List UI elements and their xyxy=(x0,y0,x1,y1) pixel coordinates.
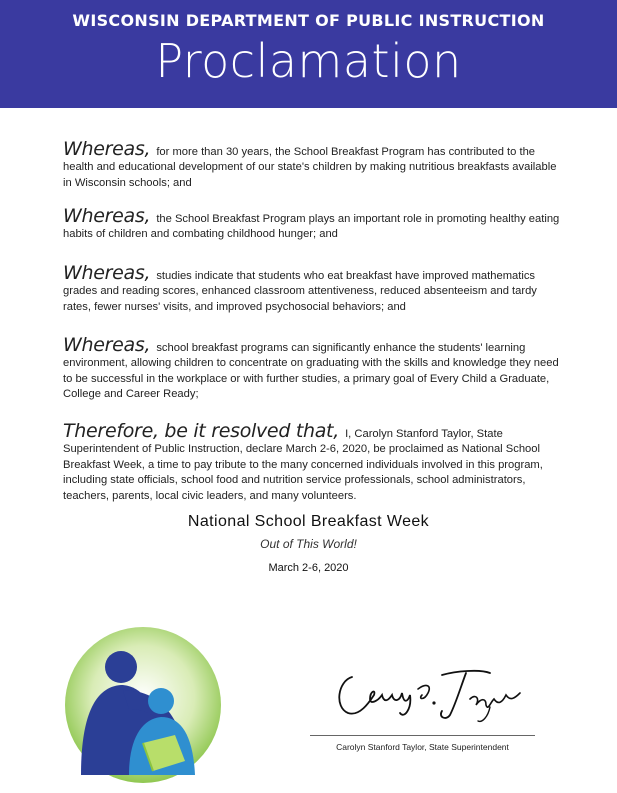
whereas-paragraph-3 xyxy=(63,262,563,315)
paragraph-text: for more than 30 years, the School Breakfast Program has contributed to the health and educational development of our state's children by making nutritious breakfasts available in Wisconsin schools; and xyxy=(63,146,557,189)
paragraph-text: the School Breakfast Program plays an important role in promoting healthy eating habits of children and combating childhood hunger; and xyxy=(63,213,560,241)
header-banner xyxy=(0,0,617,108)
paragraph-lead: Therefore, be it resolved that, xyxy=(63,420,339,442)
signature-line xyxy=(310,735,535,736)
paragraph-lead: Whereas, xyxy=(63,262,151,284)
event-dates: March 2-6, 2020 xyxy=(268,562,349,574)
paragraph-lead: Whereas, xyxy=(63,138,151,160)
resolution-paragraph xyxy=(63,420,563,504)
paragraph-text: studies indicate that students who eat breakfast have improved mathematics grades and reading scores, enhanced classroom attentiveness, reduced absenteeism and tardy rates, fewer nurses' visits, and improved psychosocial behaviors; and xyxy=(63,270,537,313)
whereas-paragraph-1 xyxy=(63,138,563,191)
signatory-name: Carolyn Stanford Taylor, State Superintendent xyxy=(336,742,509,752)
whereas-paragraph-2 xyxy=(63,205,563,243)
paragraph-lead: Whereas, xyxy=(63,205,151,227)
page-title: Proclamation xyxy=(155,34,462,88)
event-name: National School Breakfast Week xyxy=(187,513,430,530)
whereas-paragraph-4 xyxy=(63,334,563,403)
department-name: WISCONSIN DEPARTMENT OF PUBLIC INSTRUCTION xyxy=(72,11,545,30)
adult-reading-with-child-logo xyxy=(63,625,223,785)
event-tagline: Out of This World! xyxy=(260,537,357,551)
paragraph-text: school breakfast programs can significantly enhance the students' learning environment, allowing children to concentrate on graduating with the skills and knowledge they need to be successful in the workplace or with further studies, a primary goal of Every Child a Graduate, College and Career Ready; xyxy=(63,342,559,401)
paragraph-lead: Whereas, xyxy=(63,334,151,356)
signature-image xyxy=(330,655,530,725)
paragraph-text: I, Carolyn Stanford Taylor, State Superintendent of Public Instruction, declare March 2-6, 2020, be proclaimed as National School Breakfast Week, a time to pay tribute to the many concerned individuals involved in this program, including state officials, school food and nutrition service professionals, school administrators, teachers, parents, local civic leaders, and many volunteers. xyxy=(63,428,543,502)
